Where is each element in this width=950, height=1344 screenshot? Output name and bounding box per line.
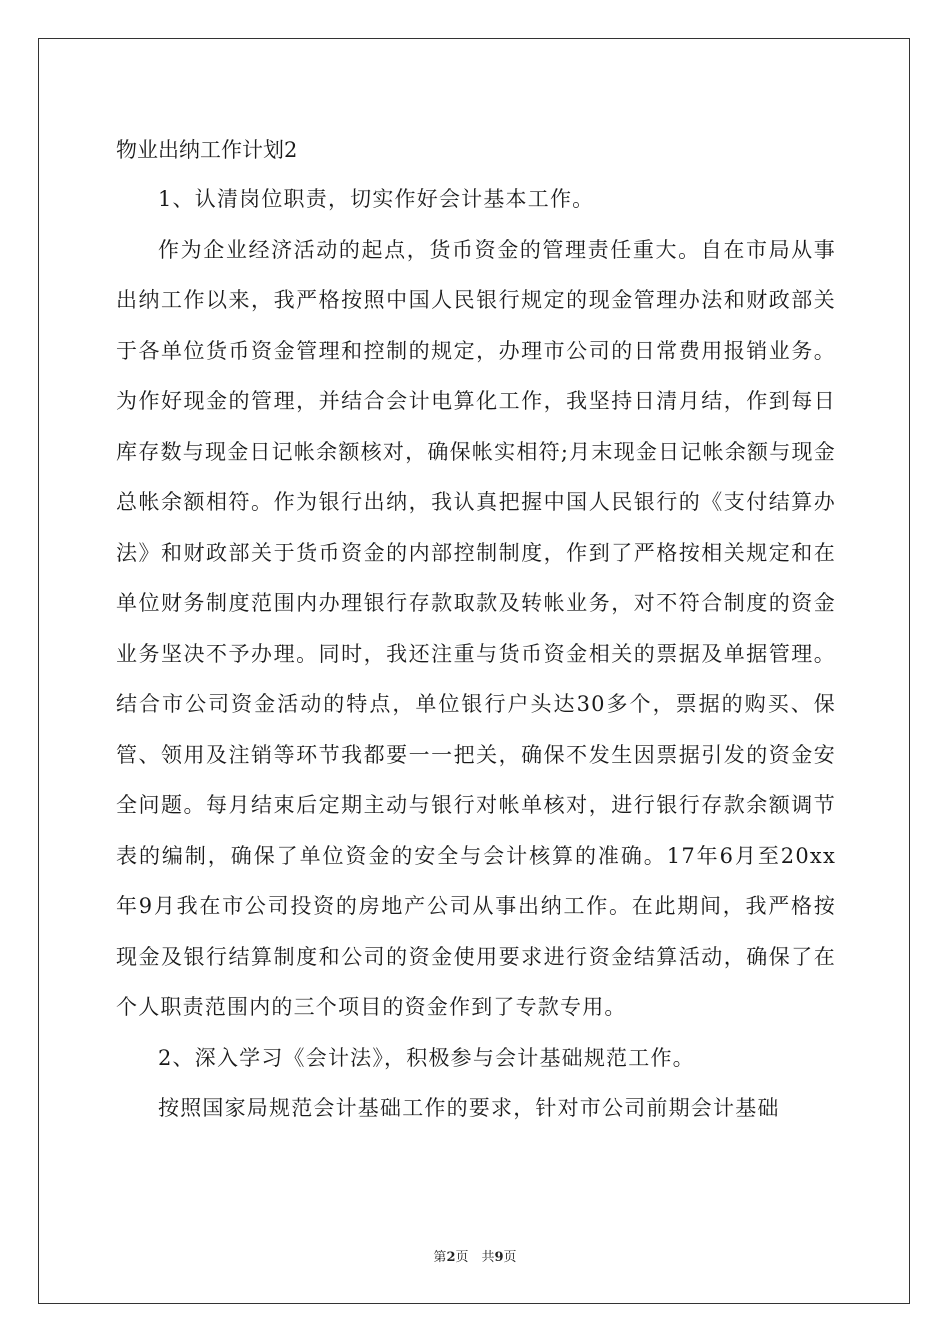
document-title: 物业出纳工作计划2 [116,138,298,162]
footer-suffix: 页 [503,1250,517,1265]
paragraph-4: 按照国家局规范会计基础工作的要求，针对市公司前期会计基础 [158,1096,780,1120]
total-page-number: 9 [494,1250,504,1265]
page-footer [0,1246,950,1265]
document-body [116,126,836,1134]
footer-mid: 页 共 [455,1250,495,1265]
paragraph-1: 1、认清岗位职责，切实作好会计基本工作。 [158,187,595,211]
current-page-number: 2 [446,1250,456,1265]
footer-prefix: 第 [433,1250,447,1265]
paragraph-2: 作为企业经济活动的起点，货币资金的管理责任重大。自在市局从事出纳工作以来，我严格按照中国人民银行规定的现金管理办法和财政部关于各单位货币资金管理和控制的规定，办理市公司的日常费用报销业务。为作好现金的管理，并结合会计电算化工作，我坚持日清月结，作到每日库存数与现金日记帐余额核对，确保帐实相符;月末现金日记帐余额与现金总帐余额相符。作为银行出纳，我认真把握中国人民银行的《支付结算办法》和财政部关于货币资金的内部控制制度，作到了严格按相关规定和在单位财务制度范围内办理银行存款取款及转帐业务，对不符合制度的资金业务坚决不予办理。同时，我还注重与货币资金相关的票据及单据管理。结合市公司资金活动的特点，单位银行户头达30多个，票据的购买、保管、领用及注销等环节我都要一一把关，确保不发生因票据引发的资金安全问题。每月结束后定期主动与银行对帐单核对，进行银行存款余额调节表的编制，确保了单位资金的安全与会计核算的准确。17年6月至20xx年9月我在市公司投资的房地产公司从事出纳工作。在此期间，我严格按现金及银行结算制度和公司的资金使用要求进行资金结算活动，确保了在个人职责范围内的三个项目的资金作到了专款专用。 [116,237,836,1019]
paragraph-3: 2、深入学习《会计法》，积极参与会计基础规范工作。 [158,1045,695,1070]
